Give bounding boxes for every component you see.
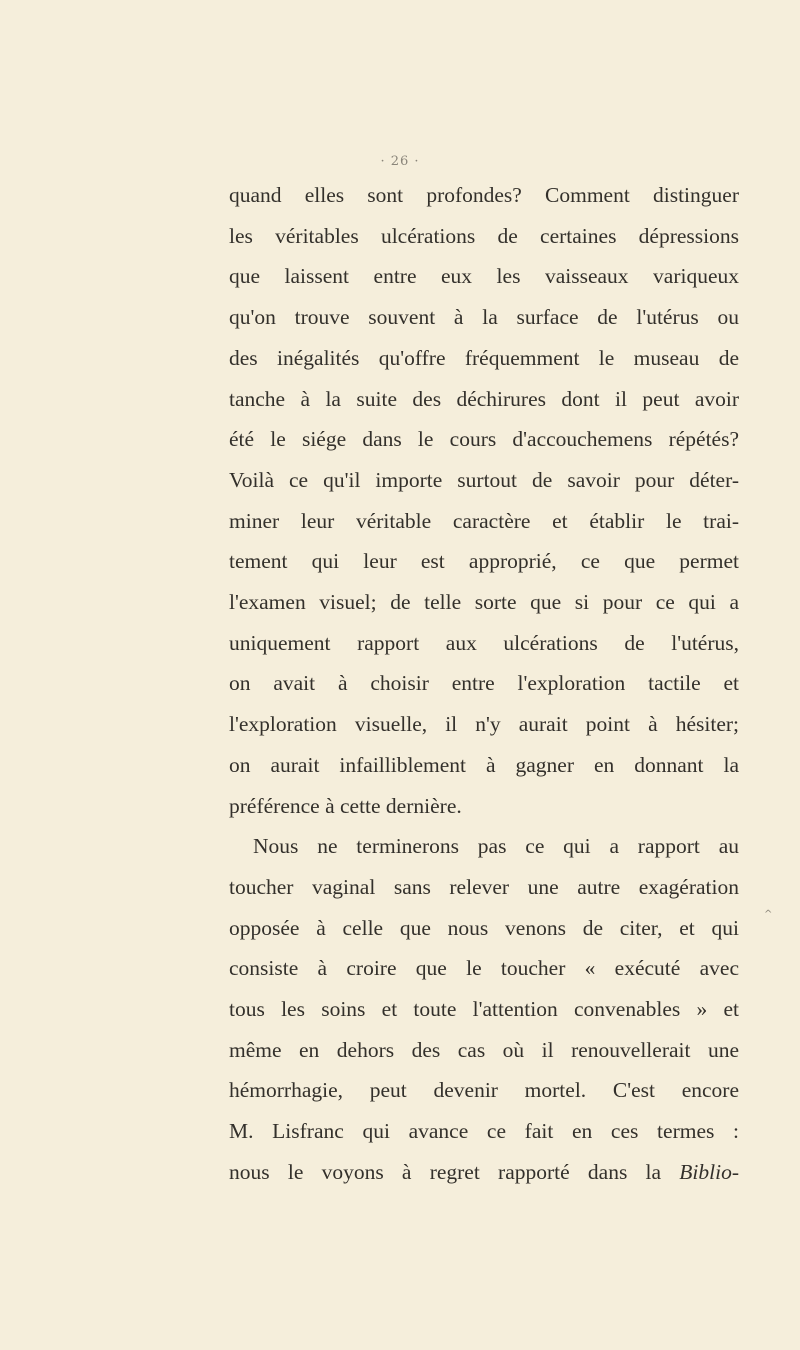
text-line: M. Lisfranc qui avance ce fait en ces termes : (229, 1119, 739, 1144)
text-line: tous les soins et toute l'attention convenables » et (229, 997, 739, 1021)
text-line: préférence à cette dernière. (229, 793, 462, 818)
text-line: des inégalités qu'offre fréquemment le museau de (229, 345, 739, 370)
text-line: qu'on trouve souvent à la surface de l'utérus ou (229, 305, 739, 330)
text-line: consiste à croire que le toucher « exécuté avec (229, 956, 739, 981)
text-line: que laissent entre eux les vaisseaux variqueux (229, 264, 739, 289)
italic-word: Biblio- (679, 1159, 739, 1184)
text-line: Nous ne terminerons pas ce qui a rapport au (253, 834, 739, 859)
text-line: on avait à choisir entre l'exploration tactile et (229, 671, 739, 696)
text-line: toucher vaginal sans relever une autre exagération (229, 874, 739, 899)
text-line: uniquement rapport aux ulcérations de l'utérus, (229, 630, 739, 655)
text-line: même en dehors des cas où il renouvellerait une (229, 1037, 739, 1062)
text-line: l'exploration visuelle, il n'y aurait point à hésiter; (229, 712, 739, 737)
text-line: les véritables ulcérations de certaines dépressions (229, 223, 739, 248)
text-line: hémorrhagie, peut devenir mortel. C'est encore (229, 1078, 739, 1103)
text-line: été le siége dans le cours d'accouchemens répétés? (229, 427, 739, 452)
text-line: opposée à celle que nous venons de citer, et qui (229, 915, 739, 940)
text-line-content: nous le voyons à regret rapporté dans la Biblio- (229, 1159, 739, 1184)
text-line: quand elles sont profondes? Comment distinguer (229, 183, 739, 207)
page-number: · 26 · (380, 154, 420, 169)
text-line: tement qui leur est approprié, ce que permet (229, 549, 739, 574)
text-line: l'examen visuel; de telle sorte que si pour ce qui a (229, 590, 739, 614)
margin-mark: ^ (764, 909, 773, 920)
text-line: on aurait infailliblement à gagner en donnant la (229, 752, 739, 777)
text-line: miner leur véritable caractère et établir le trai- (229, 508, 739, 533)
text-line-last (229, 1157, 739, 1187)
text-line: tanche à la suite des déchirures dont il peut avoir (229, 386, 739, 411)
text-line: Voilà ce qu'il importe surtout de savoir pour déter- (229, 467, 739, 492)
